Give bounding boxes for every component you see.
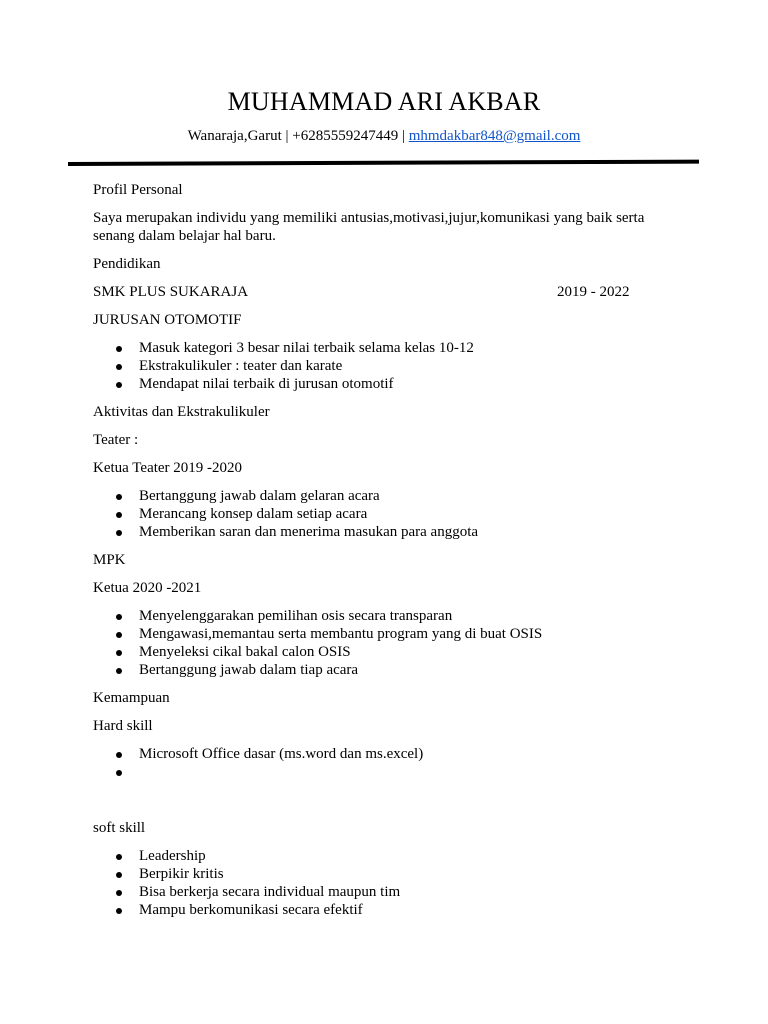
list-item: Microsoft Office dasar (ms.word dan ms.excel) bbox=[93, 745, 693, 763]
list-item bbox=[93, 763, 693, 781]
contact-line bbox=[0, 126, 768, 146]
profile-text-line-2: senang dalam belajar hal baru. bbox=[93, 228, 276, 244]
mpk-label: MPK bbox=[93, 552, 126, 568]
mpk-role: Ketua 2020 -2021 bbox=[93, 580, 202, 596]
list-item: Merancang konsep dalam setiap acara bbox=[93, 505, 693, 523]
soft-skill-list bbox=[93, 847, 693, 919]
header-divider bbox=[68, 160, 699, 166]
list-item: Bertanggung jawab dalam gelaran acara bbox=[93, 487, 693, 505]
profile-text-line-1: Saya merupakan individu yang memiliki antusias,motivasi,jujur,komunikasi yang baik serta bbox=[93, 210, 645, 226]
school-row bbox=[93, 283, 693, 301]
candidate-name: MUHAMMAD ARI AKBAR bbox=[227, 87, 541, 116]
list-item: Masuk kategori 3 besar nilai terbaik selama kelas 10-12 bbox=[93, 339, 693, 357]
major: JURUSAN OTOMOTIF bbox=[93, 312, 242, 328]
blank-line bbox=[93, 791, 693, 819]
activities-heading: Aktivitas dan Ekstrakulikuler bbox=[93, 404, 270, 420]
mpk-list bbox=[93, 607, 693, 679]
school-years: 2019 - 2022 bbox=[557, 284, 630, 300]
skills-heading: Kemampuan bbox=[93, 690, 170, 706]
teater-role: Ketua Teater 2019 -2020 bbox=[93, 460, 243, 476]
education-list bbox=[93, 339, 693, 393]
resume-body bbox=[93, 181, 693, 929]
education-heading: Pendidikan bbox=[93, 256, 161, 272]
list-item: Menyeleksi cikal bakal calon OSIS bbox=[93, 643, 693, 661]
list-item: Mampu berkomunikasi secara efektif bbox=[93, 901, 693, 919]
hard-skill-list bbox=[93, 745, 693, 781]
location-phone: Wanaraja,Garut | +6285559247449 | bbox=[187, 128, 409, 144]
list-item: Memberikan saran dan menerima masukan para anggota bbox=[93, 523, 693, 541]
school-name: SMK PLUS SUKARAJA bbox=[93, 284, 249, 300]
profile-heading: Profil Personal bbox=[93, 182, 183, 198]
teater-label: Teater : bbox=[93, 432, 139, 448]
profile-text bbox=[93, 209, 693, 245]
list-item: Ekstrakulikuler : teater dan karate bbox=[93, 357, 693, 375]
teater-list bbox=[93, 487, 693, 541]
email-link[interactable]: mhmdakbar848@gmail.com bbox=[408, 128, 581, 144]
soft-skill-label: soft skill bbox=[93, 820, 146, 836]
list-item: Mendapat nilai terbaik di jurusan otomotif bbox=[93, 375, 693, 393]
list-item: Menyelenggarakan pemilihan osis secara transparan bbox=[93, 607, 693, 625]
list-item: Bisa berkerja secara individual maupun tim bbox=[93, 883, 693, 901]
list-item: Berpikir kritis bbox=[93, 865, 693, 883]
list-item: Mengawasi,memantau serta membantu program yang di buat OSIS bbox=[93, 625, 693, 643]
hard-skill-label: Hard skill bbox=[93, 718, 153, 734]
list-item: Bertanggung jawab dalam tiap acara bbox=[93, 661, 693, 679]
list-item: Leadership bbox=[93, 847, 693, 865]
